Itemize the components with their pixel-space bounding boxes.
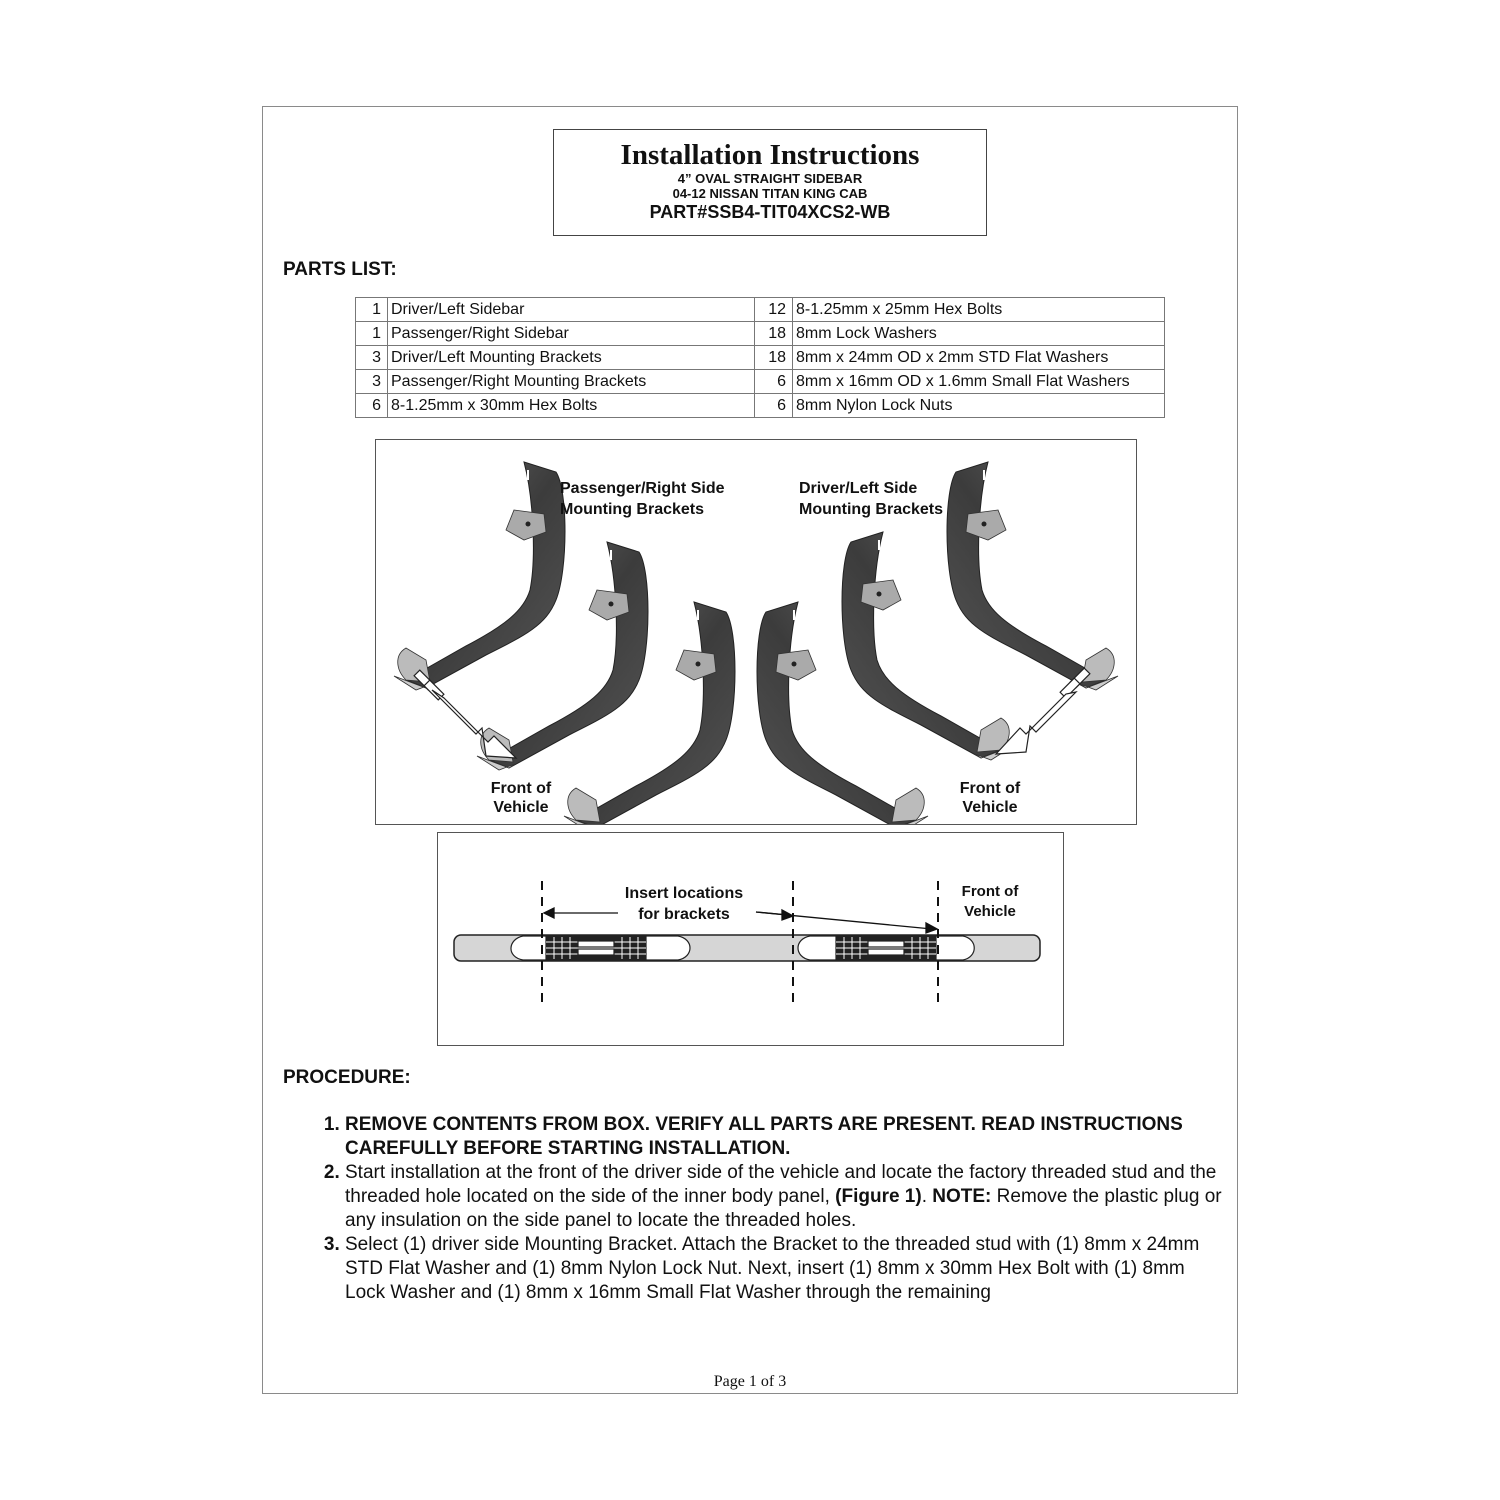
figure-reference: (Figure 1) (835, 1186, 922, 1207)
procedure-step-2 (345, 1161, 1225, 1233)
qty-cell: 6 (755, 370, 793, 394)
brackets-figure (375, 439, 1137, 825)
step-pad-1 (511, 936, 690, 960)
qty-cell: 6 (356, 394, 388, 418)
note-label: NOTE: (932, 1186, 992, 1207)
qty-cell: 18 (755, 346, 793, 370)
front-arrow-right-icon (996, 668, 1090, 754)
vehicle-fitment: 04-12 NISSAN TITAN KING CAB (672, 186, 868, 201)
qty-cell: 1 (356, 322, 388, 346)
procedure-step-3 (345, 1233, 1225, 1305)
desc-cell: 8mm x 24mm OD x 2mm STD Flat Washers (793, 346, 1165, 370)
qty-cell: 1 (356, 298, 388, 322)
front-of-vehicle-right-2: Vehicle (962, 799, 1018, 816)
parts-table (355, 297, 1165, 418)
desc-cell: Passenger/Right Mounting Brackets (388, 370, 755, 394)
front-of-vehicle-label-1: Front of (961, 883, 1019, 900)
qty-cell: 12 (755, 298, 793, 322)
table-row (356, 298, 1165, 322)
insert-locations-label-1: Insert locations (624, 885, 744, 902)
qty-cell: 18 (755, 322, 793, 346)
sidebar-figure (437, 832, 1064, 1046)
insert-locations-label-2: for brackets (638, 906, 730, 923)
brackets-illustration (376, 440, 1136, 824)
sidebar-illustration (438, 833, 1063, 1045)
desc-cell: Driver/Left Sidebar (388, 298, 755, 322)
qty-cell: 3 (356, 370, 388, 394)
document-page (262, 106, 1238, 1394)
front-of-vehicle-left-2: Vehicle (493, 799, 549, 816)
procedure-steps (307, 1113, 1225, 1305)
table-row (356, 370, 1165, 394)
front-of-vehicle-right-1: Front of (959, 780, 1021, 797)
front-arrow-left-icon (414, 670, 516, 758)
desc-cell: 8mm Lock Washers (793, 322, 1165, 346)
step-1-text: REMOVE CONTENTS FROM BOX. VERIFY ALL PARTS ARE PRESENT. READ INSTRUCTIONS CAREFULLY BEFORE STARTING INSTALLATION. (345, 1114, 1183, 1159)
table-row (356, 346, 1165, 370)
product-name: 4” OVAL STRAIGHT SIDEBAR (677, 171, 863, 186)
step-2-separator: . (921, 1186, 933, 1207)
passenger-brackets-label-1: Passenger/Right Side (560, 480, 725, 497)
desc-cell: 8mm x 16mm OD x 1.6mm Small Flat Washers (793, 370, 1165, 394)
procedure-step-1 (345, 1113, 1225, 1161)
passenger-brackets-label-2: Mounting Brackets (560, 501, 705, 518)
step-pad-2 (798, 936, 974, 960)
table-row (356, 322, 1165, 346)
step-3-text: Select (1) driver side Mounting Bracket. Attach the Bracket to the threaded stud with (1) 8mm x 24mm STD Flat Washer and (1) 8mm Nylon Lock Nut. Next, insert (1) 8mm x 30mm Hex Bolt with (1) 8mm Lock Washer and (1) 8mm x 16mm Small Flat Washer through the remaining (345, 1234, 1200, 1303)
driver-brackets-label-2: Mounting Brackets (799, 501, 944, 518)
desc-cell: Passenger/Right Sidebar (388, 322, 755, 346)
desc-cell: 8-1.25mm x 30mm Hex Bolts (388, 394, 755, 418)
step-2-note-text: Remove the plastic plug or any insulation on the side panel to locate the threaded holes. (345, 1186, 1222, 1231)
title-box (553, 129, 987, 236)
part-number: PART#SSB4-TIT04XCS2-WB (649, 202, 891, 222)
desc-cell: 8-1.25mm x 25mm Hex Bolts (793, 298, 1165, 322)
page-number: Page 1 of 3 (713, 1373, 787, 1390)
document-title: Installation Instructions (620, 139, 920, 171)
step-2-text: Start installation at the front of the driver side of the vehicle and locate the factory threaded stud and the threaded hole located on the side of the inner body panel, (345, 1162, 1217, 1207)
procedure-heading: PROCEDURE: (283, 1067, 411, 1088)
qty-cell: 3 (356, 346, 388, 370)
desc-cell: 8mm Nylon Lock Nuts (793, 394, 1165, 418)
qty-cell: 6 (755, 394, 793, 418)
front-of-vehicle-left-1: Front of (490, 780, 552, 797)
table-row (356, 394, 1165, 418)
driver-brackets-label-1: Driver/Left Side (799, 480, 918, 497)
front-of-vehicle-label-2: Vehicle (964, 903, 1016, 920)
desc-cell: Driver/Left Mounting Brackets (388, 346, 755, 370)
parts-list-heading: PARTS LIST: (283, 259, 397, 280)
